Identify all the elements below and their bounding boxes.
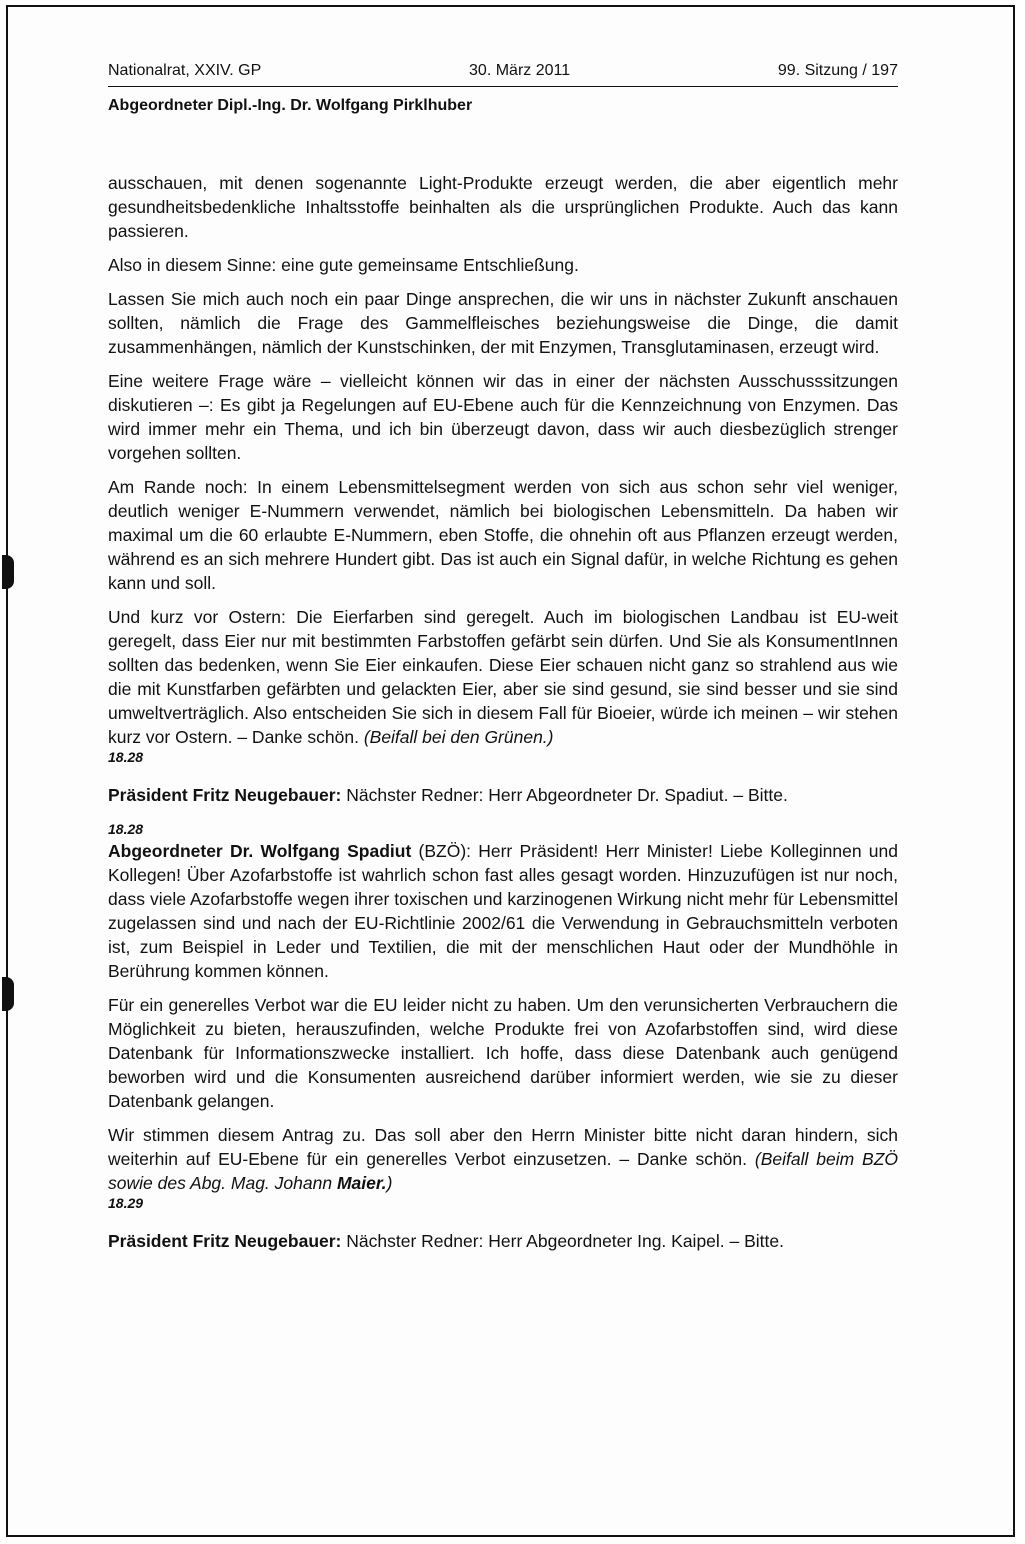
paragraph-text: (BZÖ): Herr Präsident! Herr Minister! Liebe Kolleginnen und Kollegen! Über Azofarbstoffe ist wahrlich schon fast alles gesagt worden. Hinzuzufügen ist nur noch, dass viele Azofarbstoffe wegen ihrer toxischen und karzinogenen Wirkung nicht mehr für Lebensmittel zugelassen sind und nach der EU-Richtlinie 2002/61 die Verwendung in Gebrauchsmitteln verboten ist, zum Beispiel in Leder und Textilien, die mit der menschlichen Haut oder der Mundhöhle in Berührung kommen können. xyxy=(108,841,898,981)
header-parliament: Nationalrat, XXIV. GP xyxy=(108,62,262,79)
paragraph: Für ein generelles Verbot war die EU leider nicht zu haben. Um den verunsicherten Verbrauchern die Möglichkeit zu bieten, herauszufinden, welche Produkte frei von Azofarbstoffen sind, wird diese Datenbank für Informationszwecke installiert. Ich hoffe, dass diese Datenbank auch genügend beworben wird und die Konsumenten ausreichend darüber informiert werden, wie sie zu dieser Datenbank gelangen. xyxy=(108,995,898,1111)
applause-note: (Beifall beim BZÖ sowie des Abg. Mag. Johann xyxy=(108,1149,899,1193)
paragraph: ausschauen, mit denen sogenannte Light-Produkte erzeugt werden, die aber eigentlich mehr gesundheitsbedenkliche Inhaltsstoffe beinhalten als die ursprünglichen Produkte. Auch das kann passieren. xyxy=(108,173,898,241)
paragraph xyxy=(108,605,898,749)
header-date: 30. März 2011 xyxy=(469,62,571,79)
paragraph: Also in diesem Sinne: eine gute gemeinsame Entschließung. xyxy=(108,255,579,275)
applause-note: (Beifall bei den Grünen.) xyxy=(363,727,554,747)
paragraph: Am Rande noch: In einem Lebensmittelsegment werden von sich aus schon sehr viel weniger, deutlich weniger E-Nummern verwendet, nämlich bei biologischen Lebensmitteln. Da haben wir maximal um die 60 erlaubte E-Nummern, eben Stoffe, die ohnehin oft aus Pflanzen erzeugt werden, während es an sich mehrere Hundert gibt. Das ist auch ein Signal dafür, in welche Richtung es gehen kann und soll. xyxy=(108,477,898,593)
header-session-page: 99. Sitzung / 197 xyxy=(777,62,898,79)
paragraph: Lassen Sie mich auch noch ein paar Dinge ansprechen, die wir uns in nächster Zukunft anschauen sollten, nämlich die Frage des Gammelfleisches beziehungsweise die Dinge, die damit zusammenhängen, nämlich der Kunstschinken, der mit Enzymen, Transglutaminasen, erzeugt wird. xyxy=(108,289,898,357)
paragraph xyxy=(108,1229,898,1253)
transcript-body xyxy=(108,171,898,1263)
paragraph-text: Wir stimmen diesem Antrag zu. Das soll aber den Herrn Minister bitte nicht daran hindern, sich weiterhin auf EU-Ebene für ein generelles Verbot einzusetzen. – Danke schön. xyxy=(108,1125,898,1169)
paragraph xyxy=(108,783,898,807)
running-speaker-header: Abgeordneter Dipl.-Ing. Dr. Wolfgang Pirklhuber xyxy=(108,97,473,114)
paragraph xyxy=(108,839,898,983)
punch-hole-mark xyxy=(2,555,14,589)
speaker-name: Präsident Fritz Neugebauer: xyxy=(108,1231,342,1251)
paragraph-text: Nächster Redner: Herr Abgeordneter Ing. Kaipel. – Bitte. xyxy=(341,1231,784,1251)
applause-note-end: ) xyxy=(386,1173,393,1193)
punch-hole-mark xyxy=(2,977,14,1011)
paragraph-text: Und kurz vor Ostern: Die Eierfarben sind geregelt. Auch im biologischen Landbau ist EU-weit geregelt, dass Eier nur mit bestimmten Farbstoffen gefärbt sein dürfen. Und Sie als KonsumentInnen sollten das bedenken, wenn Sie Eier einkaufen. Diese Eier schauen nicht ganz so strahlend aus wie die mit Kunstfarben gefärbten und gelackten Eier, aber sie sind gesund, sie sind besser und sie sind umweltverträglich. Also entscheiden Sie sich in diesem Fall für Bioeier, würde ich meinen – wir stehen kurz vor Ostern. – Danke schön. xyxy=(108,607,898,747)
speaker-name: Präsident Fritz Neugebauer: xyxy=(108,785,342,805)
timestamp: 18.28 xyxy=(108,749,144,765)
page-header xyxy=(108,62,898,87)
applause-note-name: Maier. xyxy=(336,1173,387,1193)
paragraph xyxy=(108,1123,898,1195)
timestamp: 18.29 xyxy=(108,1195,144,1211)
speaker-name: Abgeordneter Dr. Wolfgang Spadiut xyxy=(108,841,412,861)
paragraph-text: Nächster Redner: Herr Abgeordneter Dr. Spadiut. – Bitte. xyxy=(341,785,788,805)
paragraph: Eine weitere Frage wäre – vielleicht können wir das in einer der nächsten Ausschusssitzungen diskutieren –: Es gibt ja Regelungen auf EU-Ebene auch für die Kennzeichnung von Enzymen. Das wird immer mehr ein Thema, und ich bin überzeugt davon, dass wir auch diesbezüglich strenger vorgehen sollten. xyxy=(108,371,898,463)
timestamp: 18.28 xyxy=(108,821,144,837)
